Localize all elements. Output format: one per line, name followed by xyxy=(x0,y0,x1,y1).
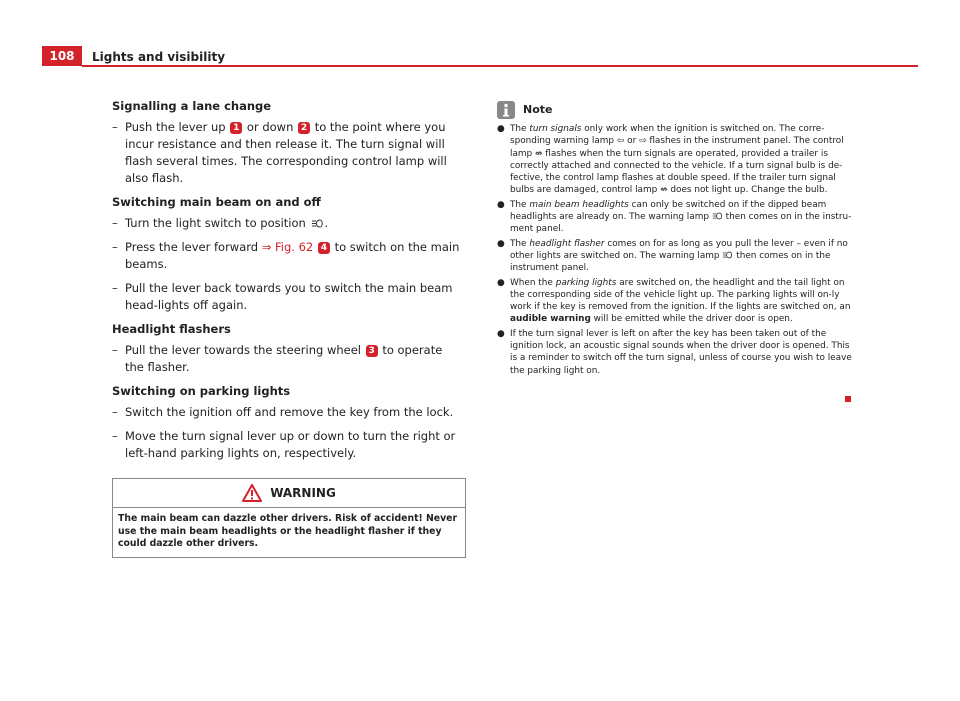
bullet: ● xyxy=(497,277,505,288)
page-number: 108 xyxy=(42,46,82,66)
main-beam-section xyxy=(112,194,464,314)
left-column xyxy=(112,98,464,558)
chapter-title: Lights and visibility xyxy=(92,50,226,64)
note-column xyxy=(497,101,852,379)
note-item-1 xyxy=(497,123,852,197)
step-text: Press the lever forward ⇒ Fig. 62 4 to switch on the main beams. xyxy=(125,240,460,271)
step-text: Push the lever up 1 or down 2 to the point where you incur resistance and then release it. The turn signal will flash several times. The corresponding control lamp will also flash. xyxy=(125,120,447,185)
note-text: If the turn signal lever is left on after the key has been taken out of the ignition lock, an acoustic signal sounds when the driver door is opened. This is a reminder to switch off the turn signal, unless of course you wish to leave the parking light on. xyxy=(510,328,852,376)
step-dash: – xyxy=(112,405,118,419)
bullet: ● xyxy=(497,124,505,134)
main-beam-icon xyxy=(712,212,723,220)
flashers-heading: Headlight flashers xyxy=(112,322,231,336)
bullet: ● xyxy=(497,199,505,210)
note-title: Note xyxy=(523,102,553,116)
warning-triangle-icon xyxy=(242,484,262,502)
warning-title: WARNING xyxy=(270,485,336,500)
turn-arrow-icon: ⇦ xyxy=(616,136,625,147)
main-beam-icon xyxy=(311,219,324,228)
parking-section xyxy=(112,383,464,462)
end-of-section-icon xyxy=(845,396,851,402)
step-text: Pull the lever towards the steering wheel 3 to operate the flasher. xyxy=(125,343,443,374)
bullet: ● xyxy=(497,328,505,339)
warning-text: The main beam can dazzle other drivers. Risk of accident! Never use the main beam headlights or the headlight flasher if they could dazzle other drivers. xyxy=(118,513,458,549)
warning-box xyxy=(112,478,466,558)
note-info-icon xyxy=(497,101,515,119)
main-beam-step-1 xyxy=(112,215,464,232)
step-text: Turn the light switch to position . xyxy=(125,216,329,230)
warning-header xyxy=(113,479,465,508)
note-text: The headlight flasher comes on for as long as you pull the lever – even if no other lights are switched on. The warning lamp then comes on in the instrument panel. xyxy=(510,238,848,274)
callout-3: 3 xyxy=(366,345,378,357)
note-item-2 xyxy=(497,199,852,236)
step-dash: – xyxy=(112,429,118,443)
step-text: Move the turn signal lever up or down to turn the right or left-hand parking lights on, respectively. xyxy=(125,429,456,460)
callout-4: 4 xyxy=(318,242,330,254)
turn-arrow-icon: ⇨ xyxy=(639,136,647,147)
flashers-step xyxy=(112,342,464,376)
note-item-3 xyxy=(497,238,852,275)
note-item-4 xyxy=(497,277,852,326)
parking-heading: Switching on parking lights xyxy=(112,384,291,398)
header-rule xyxy=(82,65,918,67)
step-dash: – xyxy=(112,216,118,230)
trailer-lamp-icon: ⇎ xyxy=(535,148,543,159)
step-text: Pull the lever back towards you to switch the main beam head-lights off again. xyxy=(125,281,453,312)
note-text: The turn signals only work when the ignition is switched on. The corre-sponding warning lamp ⇦ or ⇨ flashes in the instrument panel. The control lamp ⇎ flashes when the turn signals are operated, provided a trailer is correctly attached and connected to the vehicle. If a turn signal bulb is de-fective, the control lamp flashes at double speed. If the trailer turn signal bulbs are damaged, control lamp ⇎ does not light up. Change the bulb. xyxy=(510,124,844,196)
trailer-lamp-icon: ⇎ xyxy=(660,185,668,196)
flashers-section xyxy=(112,321,464,376)
main-beam-heading: Switching main beam on and off xyxy=(112,195,321,209)
note-text: When the parking lights are switched on, the headlight and the tail light on the corresponding side of the vehicle light up. The parking lights will on-ly work if the key is removed from the ignition. If the lights are switched on, an audible warning will be emitted while the driver door is open. xyxy=(510,277,851,325)
main-beam-step-3 xyxy=(112,280,464,314)
main-beam-icon xyxy=(722,251,733,259)
note-header xyxy=(497,101,852,119)
lane-change-heading: Signalling a lane change xyxy=(112,99,272,113)
step-text: Switch the ignition off and remove the key from the lock. xyxy=(125,405,454,419)
step-dash: – xyxy=(112,281,118,295)
note-text: The main beam headlights can only be switched on if the dipped beam headlights are already on. The warning lamp then comes on in the instru-ment panel. xyxy=(510,199,852,235)
main-beam-step-2 xyxy=(112,239,464,273)
callout-1: 1 xyxy=(230,122,242,134)
step-dash: – xyxy=(112,343,118,357)
lane-change-section xyxy=(112,98,464,187)
parking-step-2 xyxy=(112,428,464,462)
note-item-5 xyxy=(497,328,852,377)
figure-link[interactable]: ⇒ Fig. 62 xyxy=(261,240,314,254)
lane-change-step xyxy=(112,119,464,187)
bullet: ● xyxy=(497,238,505,249)
parking-step-1 xyxy=(112,404,464,421)
step-dash: – xyxy=(112,240,118,254)
step-dash: – xyxy=(112,120,118,134)
callout-2: 2 xyxy=(298,122,310,134)
